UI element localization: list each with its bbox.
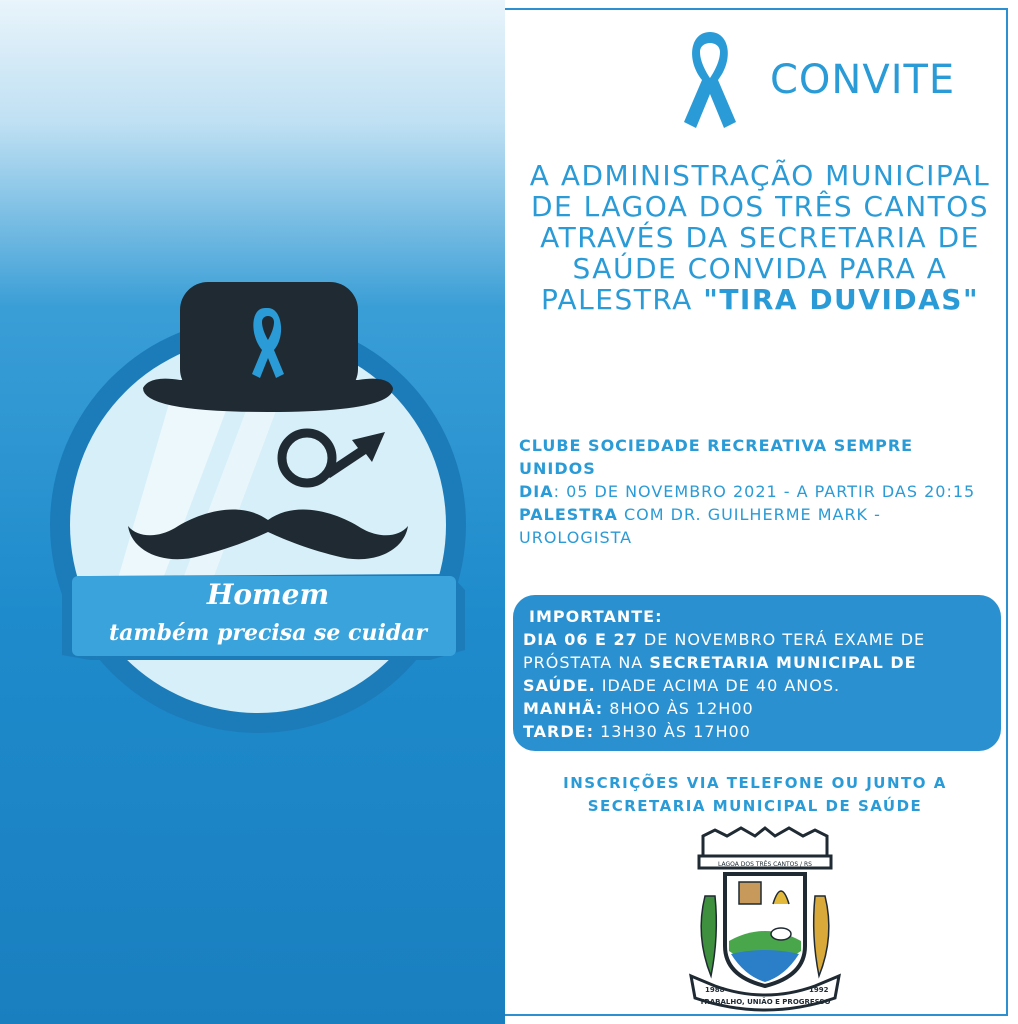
morning-label: MANHÃ:: [523, 699, 604, 718]
banner-line1: Homem: [206, 578, 330, 611]
crest-motto: TRABALHO, UNIÃO E PROGRESSO: [699, 998, 831, 1006]
municipal-crest-logo: [685, 826, 845, 1016]
right-panel: [505, 0, 1018, 1024]
banner-line2: também precisa se cuidar: [108, 620, 428, 646]
exam-place: SECRETARIA MUNICIPAL DE SAÚDE.: [523, 653, 917, 695]
header-title: CONVITE: [770, 57, 956, 103]
crest-wheat-right: [814, 896, 829, 976]
crest-year-right: 1992: [809, 986, 829, 994]
event-details: [519, 434, 989, 549]
homem-emblem: [0, 0, 505, 1024]
awareness-ribbon-icon: [680, 30, 740, 130]
talk-value: COM DR. GUILHERME MARK - UROLOGISTA: [519, 505, 881, 547]
date-value: : 05 DE NOVEMBRO 2021 - A PARTIR DAS 20:15: [553, 482, 976, 501]
important-box: [513, 595, 1001, 751]
intro-text: [520, 160, 1000, 315]
days-value: DE NOVEMBRO TERÁ EXAME DE PRÓSTATA NA: [523, 630, 926, 672]
left-panel: [0, 0, 505, 1024]
talk-label: PALESTRA: [519, 505, 618, 524]
crest-corn-left: [701, 896, 716, 976]
header: [680, 30, 955, 130]
venue: CLUBE SOCIEDADE RECREATIVA SEMPRE UNIDOS: [519, 436, 914, 478]
crest-top-text: LAGOA DOS TRÊS CANTOS / RS: [718, 861, 812, 868]
hat-brim: [143, 379, 393, 412]
important-title: IMPORTANTE:: [529, 607, 663, 626]
intro-highlight: "TIRA DUVIDAS": [703, 283, 980, 316]
registration-info: INSCRIÇÕES VIA TELEFONE OU JUNTO A SECRETARIA MUNICIPAL DE SAÚDE: [563, 774, 947, 815]
afternoon-value: 13H30 ÀS 17H00: [593, 722, 751, 741]
afternoon-label: TARDE:: [523, 722, 594, 741]
crest-year-left: 1988: [705, 986, 725, 994]
intro-body: A ADMINISTRAÇÃO MUNICIPAL DE LAGOA DOS TRÊS CANTOS ATRAVÉS DA SECRETARIA DE SAÚDE CONVIDA PARA A PALESTRA: [529, 159, 991, 316]
age-requirement: IDADE ACIMA DE 40 ANOS.: [595, 676, 841, 695]
morning-value: 8HOO ÀS 12H00: [603, 699, 754, 718]
days-label: DIA 06 E 27: [523, 630, 638, 649]
date-label: DIA: [519, 482, 554, 501]
